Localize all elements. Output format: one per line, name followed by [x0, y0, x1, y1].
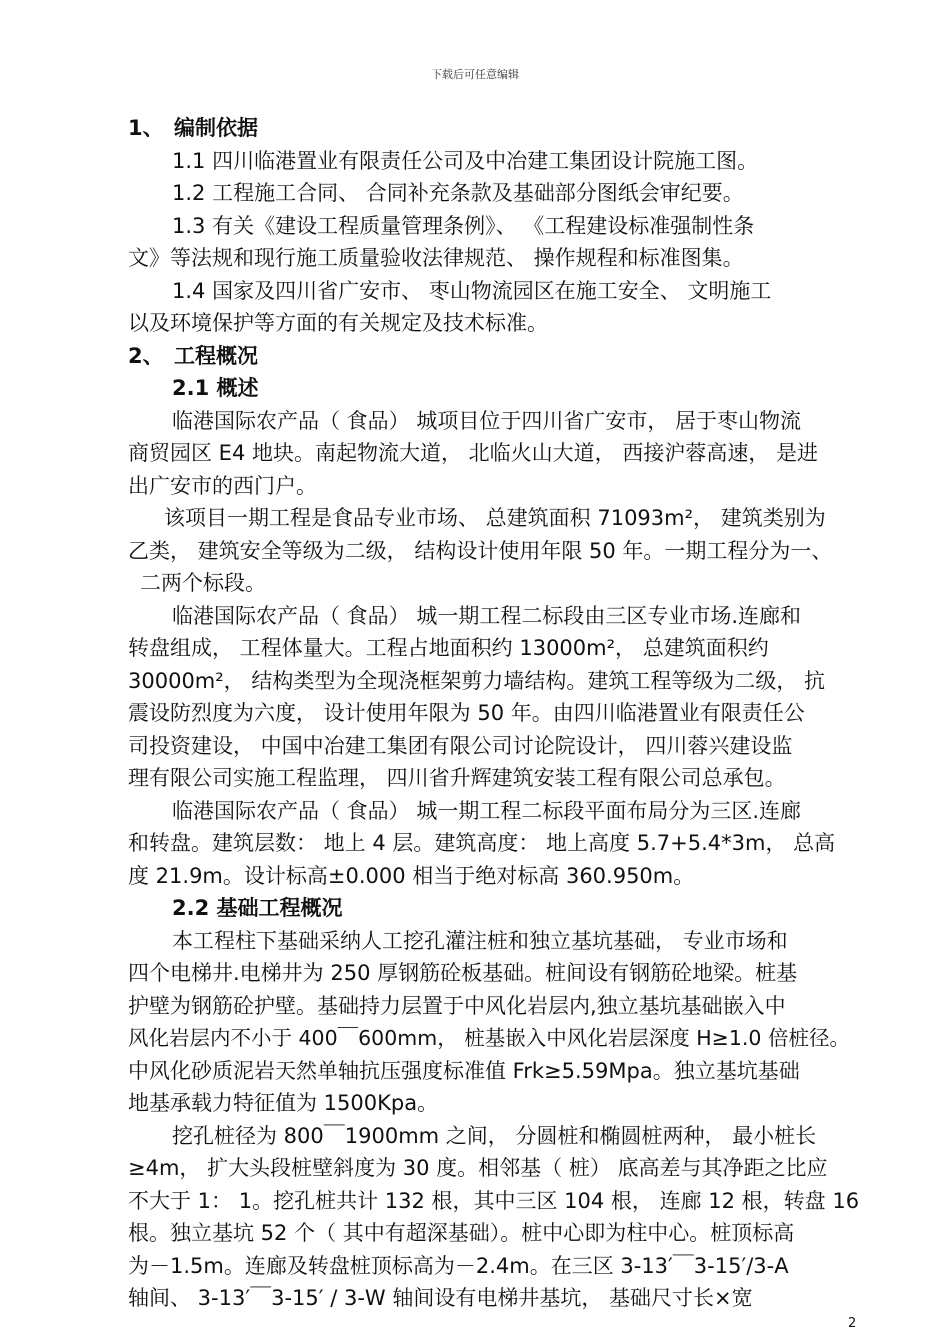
paragraph-line: 文》等法规和现行施工质量验收法律规范、 操作规程和标准图集。 [128, 246, 744, 270]
paragraph-line: 挖孔桩径为 800￣1900mm 之间， 分圆桩和椭圆桩两种， 最小桩长 [172, 1123, 817, 1148]
paragraph-line: 1.4 国家及四川省广安市、 枣山物流园区在施工安全、 文明施工 [172, 278, 772, 303]
paragraph-line: 震设防烈度为六度， 设计使用年限为 50 年。由四川临港置业有限责任公 [128, 701, 805, 725]
paragraph-line: 转盘组成， 工程体量大。工程占地面积约 13000m²， 总建筑面积约 [128, 636, 769, 660]
paragraph-line: 该项目一期工程是食品专业市场、 总建筑面积 71093m²， 建筑类别为 [164, 506, 826, 530]
paragraph-line: 四个电梯井.电梯井为 250 厚钢筋砼板基础。桩间设有钢筋砼地梁。桩基 [128, 961, 798, 985]
section-title: 编制依据 [174, 116, 258, 140]
document-body [128, 112, 864, 1315]
paragraph-line: ≥4m， 扩大头段桩壁斜度为 30 度。相邻基（ 桩） 底高差与其净距之比应 [128, 1156, 828, 1180]
paragraph-line: 中风化砂质泥岩天然单轴抗压强度标准值 Frk≥5.59Mpa。独立基坑基础 [128, 1058, 800, 1083]
paragraph-line: 不大于 1： 1。挖孔桩共计 132 根，其中三区 104 根， 连廊 12 根，转盘 16 [128, 1188, 860, 1213]
section-title: 工程概况 [174, 343, 258, 368]
paragraph-line: 1.2 工程施工合同、 合同补充条款及基础部分图纸会审纪要。 [172, 181, 744, 205]
paragraph-line: 风化岩层内不小于 400￣600mm， 桩基嵌入中风化岩层深度 H≥1.0 倍桩径。 [128, 1026, 850, 1050]
header-watermark: 下载后可任意编辑 [431, 68, 519, 81]
paragraph-line: 理有限公司实施工程监理， 四川省升辉建筑安装工程有限公司总承包。 [128, 766, 786, 790]
paragraph-line: 30000m²， 结构类型为全现浇框架剪力墙结构。建筑工程等级为二级， 抗 [128, 668, 826, 693]
paragraph-line: 为－1.5m。连廊及转盘桩顶标高为－2.4m。在三区 3-13′￣3-15′/3-A [128, 1253, 789, 1278]
paragraph-line: 地基承载力特征值为 1500Kpa。 [128, 1091, 439, 1115]
paragraph-line: 轴间、 3-13′￣3-15′ / 3-W 轴间设有电梯井基坑， 基础尺寸长×宽 [128, 1286, 753, 1310]
paragraph-line: 1.3 有关《建设工程质量管理条例》、 《工程建设标准强制性条 [172, 213, 755, 238]
paragraph-line: 和转盘。建筑层数： 地上 4 层。建筑高度： 地上高度 5.7+5.4*3m， 总高 [128, 831, 836, 855]
paragraph-line: 出广安市的西门户。 [128, 473, 317, 498]
paragraph-line: 度 21.9m。设计标高±0.000 相当于绝对标高 360.950m。 [128, 863, 695, 888]
paragraph-line: 司投资建设， 中国中冶建工集团有限公司讨论院设计， 四川蓉兴建设监 [128, 733, 793, 758]
page-number: 2 [848, 1316, 857, 1331]
section-number: 1、 [128, 116, 164, 140]
section-number: 2、 [128, 343, 164, 368]
paragraph-line: 商贸园区 E4 地块。南起物流大道， 北临火山大道， 西接沪蓉高速， 是进 [128, 441, 819, 465]
subsection-2-2-heading: 2.2 基础工程概况 [172, 896, 343, 920]
section-1-heading [128, 112, 864, 145]
section-2-heading [128, 340, 864, 373]
paragraph-line: 根。独立基坑 52 个（ 其中有超深基础）。桩中心即为柱中心。桩顶标高 [128, 1221, 795, 1245]
paragraph-line: 乙类， 建筑安全等级为二级， 结构设计使用年限 50 年。一期工程分为一、 [128, 538, 833, 563]
paragraph-line: 护壁为钢筋砼护壁。基础持力层置于中风化岩层内,独立基坑基础嵌入中 [128, 993, 786, 1018]
paragraph-line: 临港国际农产品（ 食品） 城一期工程二标段平面布局分为三区.连廊 [172, 798, 802, 823]
paragraph-line: 临港国际农产品（ 食品） 城项目位于四川省广安市， 居于枣山物流 [172, 408, 802, 433]
subsection-2-1-heading: 2.1 概述 [172, 376, 259, 400]
paragraph-line: 1.1 四川临港置业有限责任公司及中冶建工集团设计院施工图。 [172, 148, 759, 173]
paragraph-line: 本工程柱下基础采纳人工挖孔灌注桩和独立基坑基础， 专业市场和 [172, 928, 788, 953]
paragraph-line: 以及环境保护等方面的有关规定及技术标准。 [128, 311, 548, 335]
paragraph-line: 二两个标段。 [140, 571, 266, 595]
paragraph-line: 临港国际农产品（ 食品） 城一期工程二标段由三区专业市场.连廊和 [172, 603, 802, 628]
